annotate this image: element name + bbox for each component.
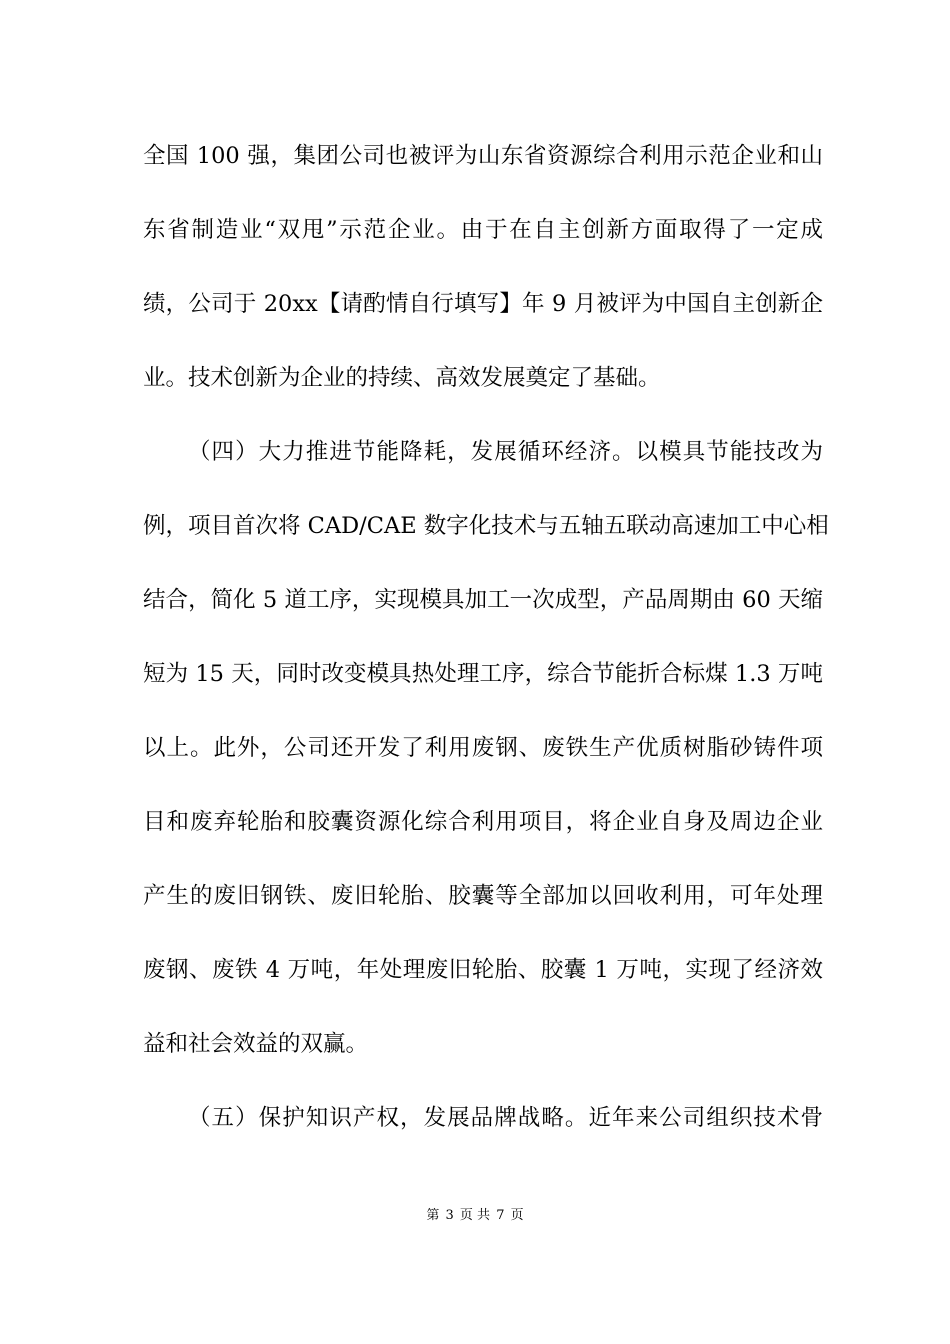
footer-current-page: 3	[445, 1208, 454, 1223]
text-line: 废钢、废铁 4 万吨，年处理废旧轮胎、胶囊 1 万吨，实现了经济效	[143, 957, 823, 983]
paragraph-heading-line: （四）大力推进节能降耗，发展循环经济。以模具节能技改为	[188, 439, 823, 465]
footer-suffix: 页	[510, 1208, 524, 1223]
text-line: 短为 15 天，同时改变模具热处理工序，综合节能折合标煤 1.3 万吨	[143, 661, 823, 687]
text-line: 东省制造业“双甩”示范企业。由于在自主创新方面取得了一定成	[143, 217, 823, 243]
footer-total-pages: 7	[496, 1208, 505, 1223]
footer-mid: 页 共	[459, 1208, 491, 1223]
text-line: 例，项目首次将 CAD/CAE 数字化技术与五轴五联动高速加工中心相	[143, 513, 829, 539]
text-line: 产生的废旧钢铁、废旧轮胎、胶囊等全部加以回收利用，可年处理	[143, 883, 823, 909]
page-number-footer	[0, 1208, 950, 1224]
text-line: 业。技术创新为企业的持续、高效发展奠定了基础。	[143, 365, 661, 391]
paragraph-heading-line: （五）保护知识产权，发展品牌战略。近年来公司组织技术骨	[188, 1105, 823, 1131]
text-line: 结合，简化 5 道工序，实现模具加工一次成型，产品周期由 60 天缩	[143, 587, 823, 613]
footer-prefix: 第	[426, 1208, 440, 1223]
text-line: 绩，公司于 20xx【请酌情自行填写】年 9 月被评为中国自主创新企	[143, 291, 823, 317]
text-line: 全国 100 强，集团公司也被评为山东省资源综合利用示范企业和山	[143, 143, 823, 169]
text-line: 益和社会效益的双赢。	[143, 1031, 369, 1057]
text-line: 以上。此外，公司还开发了利用废钢、废铁生产优质树脂砂铸件项	[143, 735, 823, 761]
text-line: 目和废弃轮胎和胶囊资源化综合利用项目，将企业自身及周边企业	[143, 809, 823, 835]
